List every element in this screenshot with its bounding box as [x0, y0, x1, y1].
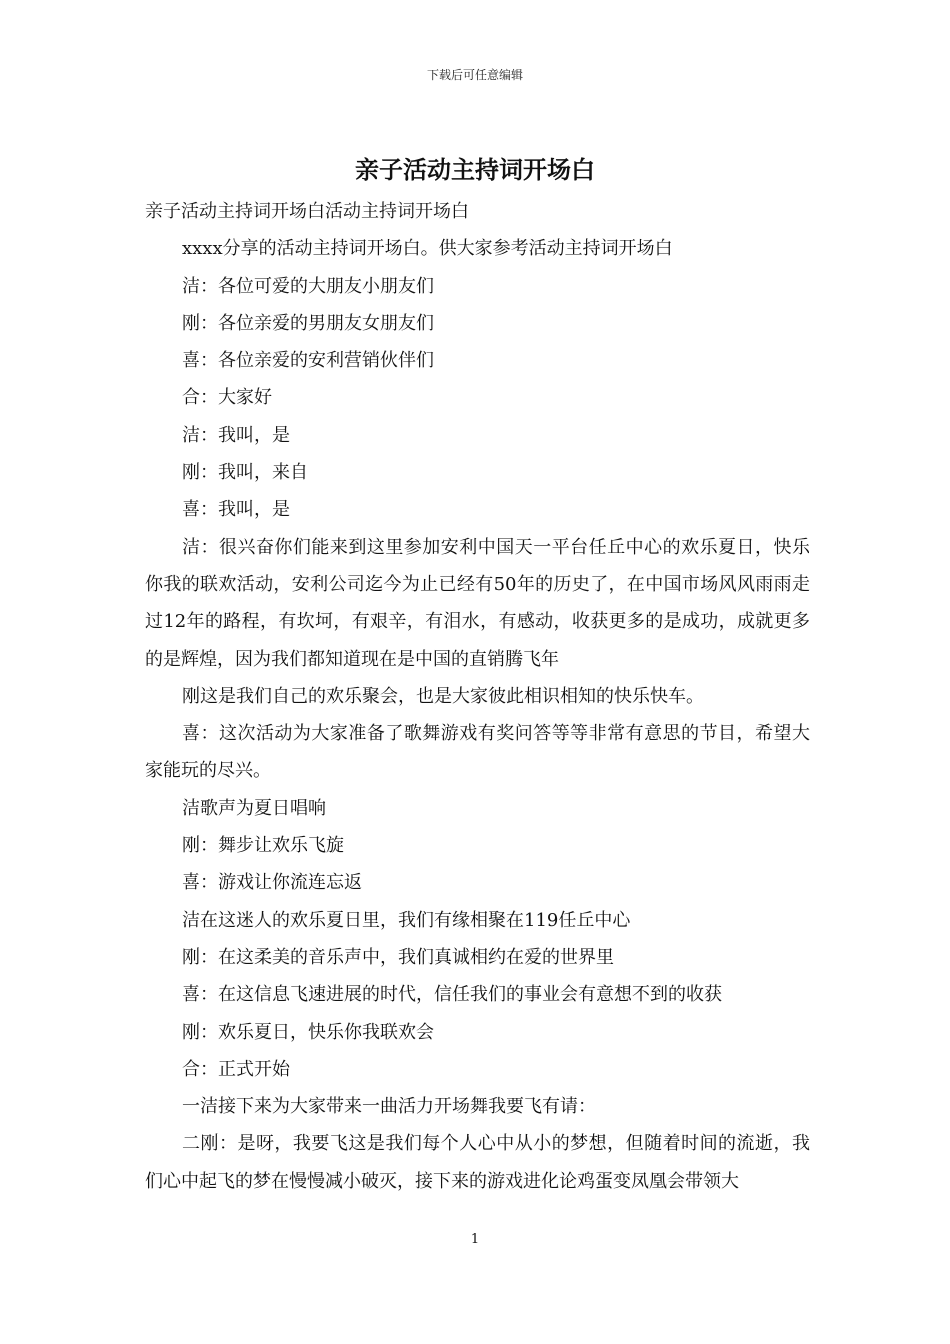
paragraph: 洁：我叫，是 [182, 424, 290, 446]
paragraph: 亲子活动主持词开场白活动主持词开场白 [145, 201, 469, 222]
document-title: 亲子活动主持词开场白 [355, 156, 595, 184]
paragraph: 二刚：是呀，我要飞这是我们每个人心中从小的梦想，但随着时间的流逝，我们心中起飞的梦在慢慢减小破灭，接下来的游戏进化论鸡蛋变凤凰会带领大 [145, 1133, 810, 1192]
page-header-note: 下载后可任意编辑 [426, 68, 523, 82]
paragraph: 合：正式开始 [182, 1058, 290, 1080]
paragraph: 刚这是我们自己的欢乐聚会，也是大家彼此相识相知的快乐快车。 [182, 685, 704, 707]
paragraph: 刚：各位亲爱的男朋友女朋友们 [182, 312, 434, 334]
paragraph: 喜：我叫，是 [182, 499, 290, 521]
paragraph: 合：大家好 [182, 387, 272, 409]
document-body [145, 193, 810, 1200]
paragraph: 刚：我叫，来自 [182, 462, 308, 484]
paragraph: 喜：各位亲爱的安利营销伙伴们 [182, 350, 434, 372]
paragraph: 刚：舞步让欢乐飞旋 [182, 835, 344, 857]
paragraph: 刚：在这柔美的音乐声中，我们真诚相约在爱的世界里 [182, 946, 614, 968]
paragraph: 洁在这迷人的欢乐夏日里，我们有缘相聚在119任丘中心 [182, 909, 631, 931]
page-number: 1 [470, 1232, 480, 1247]
paragraph: 洁：很兴奋你们能来到这里参加安利中国天一平台任丘中心的欢乐夏日，快乐你我的联欢活动，安利公司迄今为止已经有50年的历史了，在中国市场风风雨雨走过12年的路程，有坎坷，有艰辛，有泪水，有感动，收获更多的是成功，成就更多的是辉煌，因为我们都知道现在是中国的直销腾飞年 [145, 536, 810, 670]
paragraph: 喜：在这信息飞速进展的时代，信任我们的事业会有意想不到的收获 [182, 984, 722, 1006]
paragraph: 喜：游戏让你流连忘返 [182, 872, 362, 894]
paragraph: 刚：欢乐夏日，快乐你我联欢会 [182, 1021, 434, 1043]
paragraph: 一洁接下来为大家带来一曲活力开场舞我要飞有请： [182, 1096, 596, 1118]
paragraph: 喜：这次活动为大家准备了歌舞游戏有奖问答等等非常有意思的节目，希望大家能玩的尽兴。 [145, 723, 810, 782]
paragraph: xxxx分享的活动主持词开场白。供大家参考活动主持词开场白 [182, 238, 673, 260]
paragraph: 洁：各位可爱的大朋友小朋友们 [182, 275, 434, 297]
paragraph: 洁歌声为夏日唱响 [182, 797, 326, 819]
